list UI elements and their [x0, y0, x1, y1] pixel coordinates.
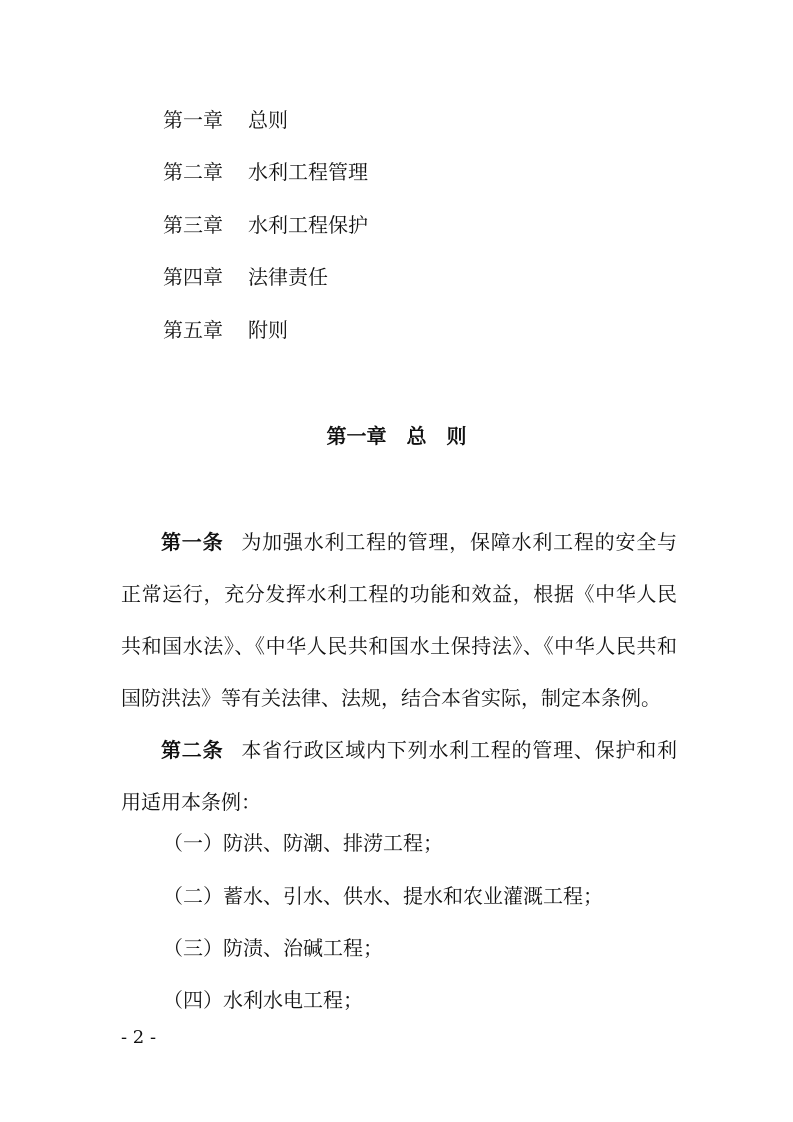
toc-entry	[163, 213, 368, 237]
toc-chapter-number: 第四章	[163, 265, 223, 289]
toc-entry	[163, 160, 368, 184]
toc-chapter-title: 附则	[248, 318, 288, 342]
article-label: 第一条	[161, 530, 224, 554]
toc-entry	[163, 108, 288, 132]
toc-chapter-number: 第二章	[163, 160, 223, 184]
toc-entry	[163, 318, 288, 342]
chapter-heading: 第一章 总 则	[326, 424, 467, 448]
article-text: 为加强水利工程的管理，保障水利工程的安全与正常运行，充分发挥水利工程的功能和效益，根据《中华人民共和国水法》、《中华人民共和国水土保持法》、《中华人民共和国防洪法》等有关法律、法规，结合本省实际，制定本条例。	[121, 530, 678, 710]
article-paragraph	[121, 516, 677, 724]
article-label: 第二条	[161, 738, 224, 762]
page-number: - 2 -	[121, 1027, 157, 1048]
toc-chapter-title: 水利工程管理	[248, 160, 368, 184]
list-item: （二）蓄水、引水、供水、提水和农业灌溉工程；	[163, 884, 603, 908]
toc-chapter-title: 总则	[248, 108, 288, 132]
list-item: （四）水利水电工程；	[163, 988, 363, 1012]
toc-chapter-number: 第一章	[163, 108, 223, 132]
list-item: （三）防渍、治碱工程；	[163, 936, 383, 960]
toc-entry	[163, 265, 328, 289]
toc-chapter-number: 第五章	[163, 318, 223, 342]
list-item: （一）防洪、防潮、排涝工程；	[163, 831, 443, 855]
article-text: 本省行政区域内下列水利工程的管理、保护和利用适用本条例：	[121, 738, 678, 814]
toc-chapter-number: 第三章	[163, 213, 223, 237]
article-paragraph	[121, 724, 677, 828]
toc-chapter-title: 水利工程保护	[248, 213, 368, 237]
toc-chapter-title: 法律责任	[248, 265, 328, 289]
